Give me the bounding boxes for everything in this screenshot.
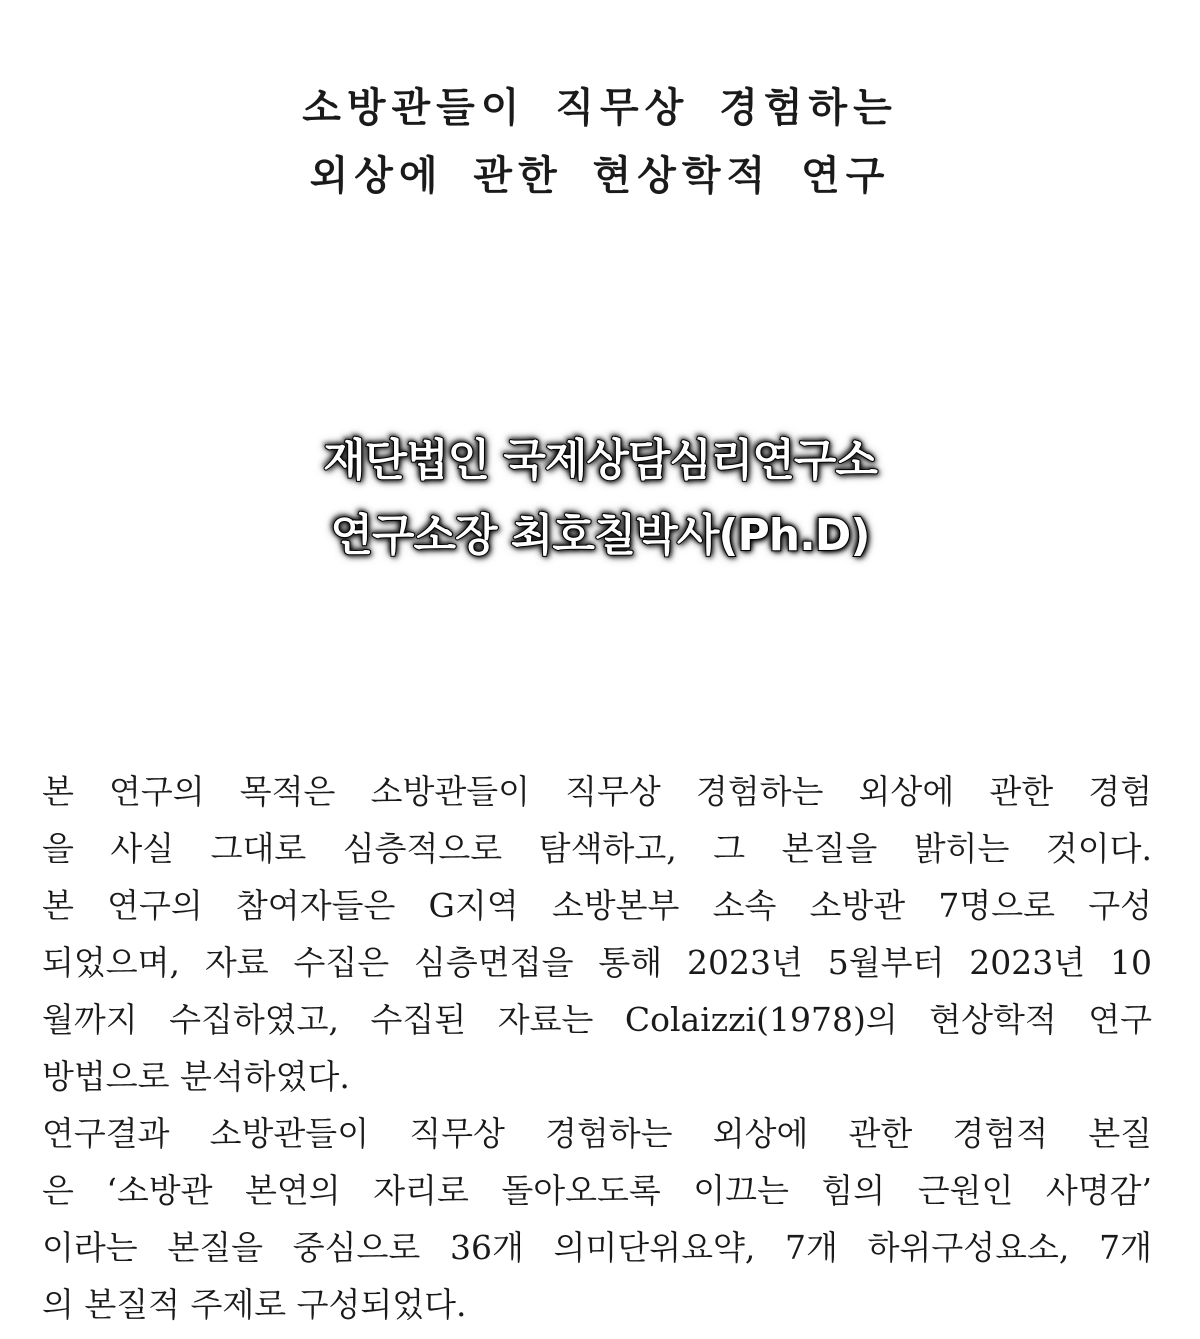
author-name: 연구소장 최호칠박사(Ph.D) <box>330 510 870 561</box>
text-line: 을 사실 그대로 심층적으로 탐색하고, 그 본질을 밝히는 것이다. <box>42 829 1152 868</box>
text-line: 되었으며, 자료 수집은 심층면접을 통해 2023년 5월부터 2023년 10 <box>42 943 1152 982</box>
text-line: 방법으로 분석하였다. <box>42 1057 350 1096</box>
text-line: 은 ‘소방관 본연의 자리로 돌아오도록 이끄는 힘의 근원인 사명감’ <box>42 1171 1152 1210</box>
document-title-line-1: 소방관들이 직무상 경험하는 <box>302 84 898 131</box>
author-affiliation: 재단법인 국제상담심리연구소 <box>323 435 877 486</box>
text-line: 의 본질적 주제로 구성되었다. <box>42 1285 467 1324</box>
text-line: 연구결과 소방관들이 직무상 경험하는 외상에 관한 경험적 본질 <box>42 1114 1152 1153</box>
document-title-line-2: 외상에 관한 현상학적 연구 <box>309 152 891 199</box>
text-line: 본 연구의 참여자들은 G지역 소방본부 소속 소방관 7명으로 구성 <box>42 886 1152 925</box>
text-line: 이라는 본질을 중심으로 36개 의미단위요약, 7개 하위구성요소, 7개 <box>42 1228 1152 1267</box>
text-line: 월까지 수집하였고, 수집된 자료는 Colaizzi(1978)의 현상학적 연구 <box>42 1000 1152 1039</box>
text-line: 본 연구의 목적은 소방관들이 직무상 경험하는 외상에 관한 경험 <box>42 772 1152 811</box>
